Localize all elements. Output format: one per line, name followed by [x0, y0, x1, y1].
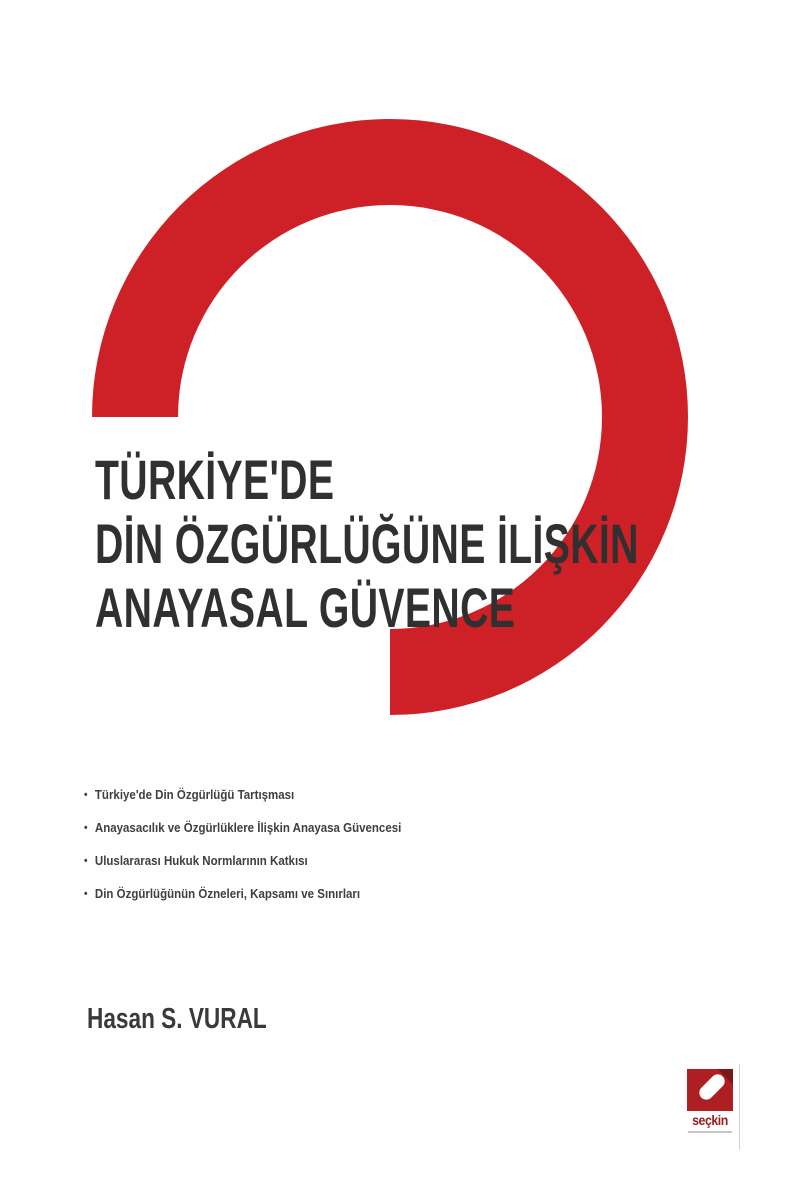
publisher-divider-line	[739, 1064, 740, 1150]
list-item	[84, 877, 401, 910]
list-item	[84, 811, 401, 844]
bullet-icon: •	[84, 821, 88, 834]
publisher-name: seçkin	[692, 1112, 728, 1128]
highlight-list	[84, 778, 401, 910]
author-name: Hasan S. VURAL	[87, 1003, 267, 1035]
book-title-line-2: DİN ÖZGÜRLÜĞÜNE İLİŞKİN	[95, 512, 639, 575]
list-item	[84, 844, 401, 877]
book-title	[95, 448, 639, 640]
bullet-icon: •	[84, 887, 88, 900]
list-item	[84, 778, 401, 811]
bullet-icon: •	[84, 788, 88, 801]
highlight-text: Anayasacılık ve Özgürlüklere İlişkin Anayasa Güvencesi	[94, 820, 402, 835]
publisher-check-icon	[687, 1069, 733, 1111]
highlight-text: Din Özgürlüğünün Özneleri, Kapsamı ve Sınırları	[94, 886, 361, 901]
publisher-logo	[687, 1069, 733, 1133]
highlight-text: Uluslararası Hukuk Normlarının Katkısı	[94, 853, 308, 868]
bullet-icon: •	[84, 854, 88, 867]
book-title-line-1: TÜRKİYE'DE	[95, 448, 335, 511]
publisher-microtext-line	[688, 1131, 732, 1133]
highlight-text: Türkiye'de Din Özgürlüğü Tartışması	[94, 787, 295, 802]
book-title-line-3: ANAYASAL GÜVENCE	[95, 576, 516, 639]
